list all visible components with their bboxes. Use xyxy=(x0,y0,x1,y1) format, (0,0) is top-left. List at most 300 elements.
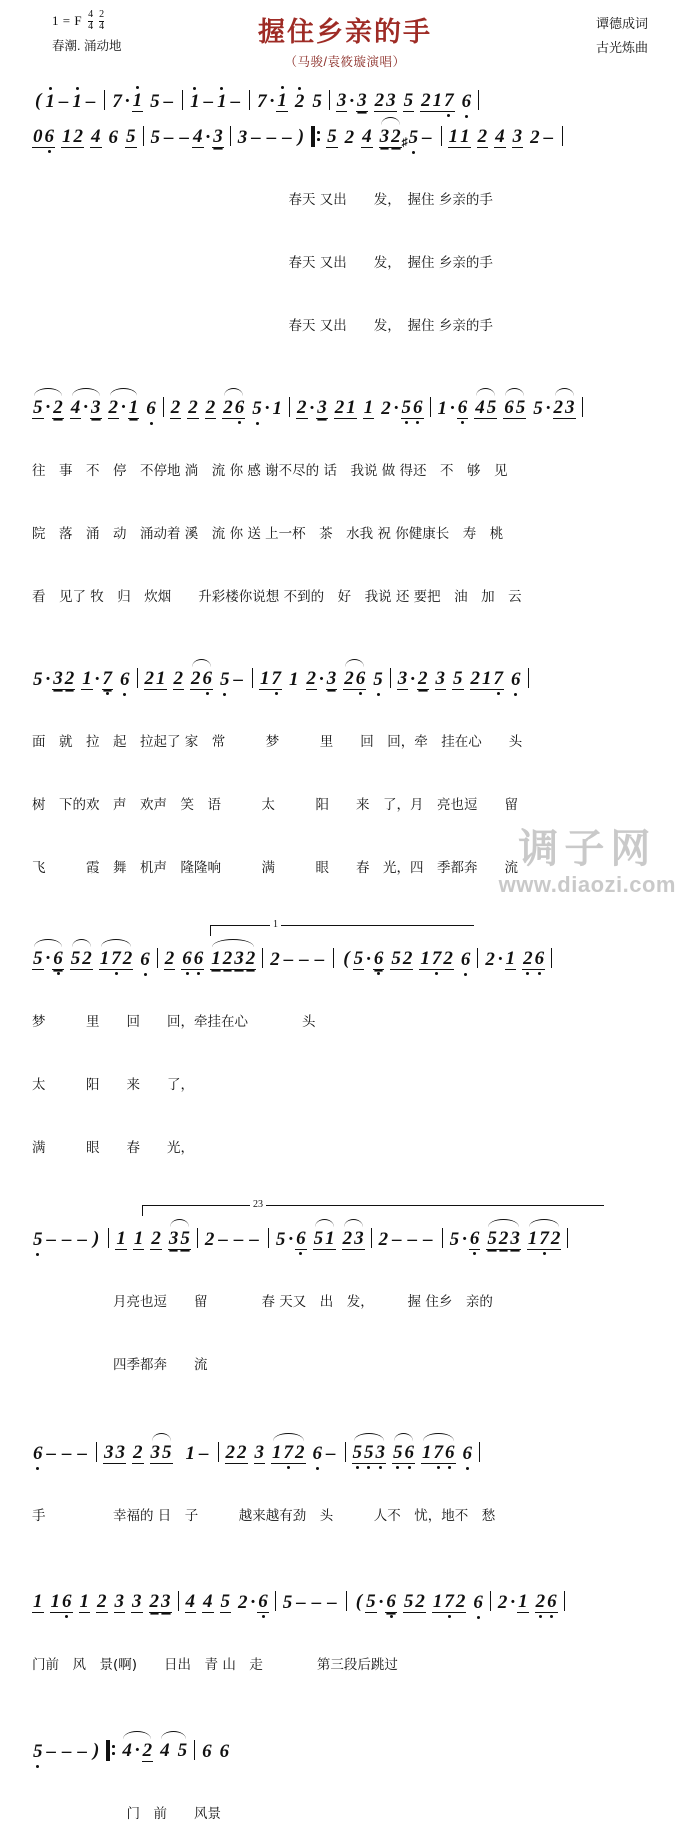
note-extender: – xyxy=(314,949,325,970)
note: 5 xyxy=(403,90,414,111)
barline xyxy=(329,90,330,110)
barline xyxy=(490,1591,491,1611)
lyric-line-verse2: 春天 又出 发， 握住 乡亲的手 xyxy=(32,255,493,271)
note: 2 xyxy=(553,397,563,418)
note-extender: – xyxy=(199,1443,209,1464)
note: 1 xyxy=(211,948,221,969)
barline xyxy=(275,1591,276,1611)
note: 2 xyxy=(82,948,92,969)
lyric-line-verse1: 春天 又出 发， 握住 乡亲的手 xyxy=(32,192,493,208)
note: 3 xyxy=(168,1228,179,1249)
key-signature: 1 = F xyxy=(52,12,83,28)
music-system-5 xyxy=(16,919,674,1201)
note: 7 xyxy=(433,1442,443,1463)
note: 4 xyxy=(122,1740,132,1761)
note: 2 xyxy=(97,1591,107,1612)
barline xyxy=(345,1442,346,1462)
note-extender: – xyxy=(327,1592,337,1613)
note: 2 xyxy=(535,1591,546,1612)
note: 0 xyxy=(33,126,43,147)
note-row xyxy=(16,1728,674,1762)
note: 6 xyxy=(473,1592,483,1613)
time-signature-2-denominator: 4 xyxy=(99,20,105,32)
note: 1 xyxy=(133,1228,144,1249)
note: 6 xyxy=(413,397,423,418)
note: 2 xyxy=(530,127,540,148)
slur-icon xyxy=(34,939,62,947)
slur-group xyxy=(342,1228,365,1250)
barline xyxy=(478,90,479,110)
note: 1 xyxy=(420,948,430,969)
note: 1 xyxy=(50,1591,60,1612)
augmentation-dot: · xyxy=(349,91,355,112)
note: 3 xyxy=(114,1591,124,1612)
slur-group xyxy=(486,1228,521,1250)
barline xyxy=(252,668,253,688)
note: 3 xyxy=(435,668,445,689)
note: 1 xyxy=(33,1591,43,1612)
note-extender: – xyxy=(46,1443,56,1464)
note: 4 xyxy=(91,126,101,147)
score-body xyxy=(0,78,690,1824)
note-extender: – xyxy=(422,127,432,148)
augmentation-dot: · xyxy=(378,1592,384,1613)
note: 1 xyxy=(45,91,55,112)
note: 2 xyxy=(222,948,233,969)
note: 2 xyxy=(144,668,154,689)
note: 2 xyxy=(477,126,488,147)
augmentation-dot: · xyxy=(393,398,399,419)
barline xyxy=(430,397,431,417)
augmentation-dot: · xyxy=(45,948,51,969)
note: 2 xyxy=(306,668,316,689)
augmentation-dot: · xyxy=(450,398,455,419)
note: 3 xyxy=(150,1442,160,1463)
volta-bracket-1 xyxy=(32,919,674,936)
lyrics-block xyxy=(16,419,674,650)
note: 1 xyxy=(432,90,443,111)
note: 6 xyxy=(44,126,54,147)
barline xyxy=(163,397,164,417)
lyric-line-verse2: 月亮也逗 留 春 天又 出 发， 握 住乡 亲的 xyxy=(32,1294,493,1310)
lyrics-block xyxy=(16,148,674,379)
slur-icon xyxy=(505,388,524,396)
note: 5 xyxy=(150,127,160,148)
note: 5 xyxy=(312,91,322,112)
note: 6 xyxy=(460,949,471,970)
augmentation-dot: · xyxy=(264,398,270,419)
note: 2 xyxy=(133,1442,143,1463)
note-extender: – xyxy=(299,949,309,970)
barline xyxy=(182,90,183,110)
note-extender: – xyxy=(85,91,96,112)
repeat-start-barline xyxy=(311,126,321,147)
note-extender: – xyxy=(543,127,554,148)
slur-icon xyxy=(354,1433,385,1441)
note: 2 xyxy=(455,1591,466,1612)
note: 6 xyxy=(258,1591,268,1612)
augmentation-dot: · xyxy=(269,91,275,112)
lyric-line-verse3: 春天 又出 发， 握住 乡亲的手 xyxy=(32,318,493,334)
barline xyxy=(562,126,563,146)
barline xyxy=(230,126,231,146)
note: 1 xyxy=(277,90,287,111)
phrase-open-paren: ( xyxy=(343,948,350,969)
watermark-site-name: 调子网 xyxy=(518,826,657,872)
note-extender: – xyxy=(266,127,277,148)
lyric-line-verse3: 飞 霞 舞 机声 隆隆响 满 眼 春 光，四 季都奔 流 xyxy=(32,860,518,876)
note: 6 xyxy=(53,948,63,969)
lyrics-block xyxy=(16,1250,674,1418)
note: 5 xyxy=(282,1592,293,1613)
note: 6 xyxy=(234,397,245,418)
lyric-line-verse3: 看 见了 牧 归 炊烟 升彩楼你说想 不到的 好 我说 还 要把 油 加 云 xyxy=(32,589,522,605)
note: 5 xyxy=(533,398,543,419)
slur-icon xyxy=(344,1219,363,1227)
note: 6 xyxy=(355,668,366,689)
barline xyxy=(442,1228,443,1248)
note-extender: – xyxy=(77,1741,87,1762)
music-system-2 xyxy=(16,114,674,379)
note: 2 xyxy=(378,1229,389,1250)
note: 6 xyxy=(445,1442,455,1463)
barline xyxy=(194,1740,195,1760)
note: 5 xyxy=(373,669,383,690)
slur-icon xyxy=(34,388,62,396)
note: 3 xyxy=(375,1442,385,1463)
note: 6 xyxy=(373,948,384,969)
note: 4 xyxy=(185,1591,195,1612)
volta-label: 23 xyxy=(250,1199,266,1210)
note-extender: – xyxy=(311,1592,322,1613)
note: 5 xyxy=(352,1442,362,1463)
barline xyxy=(197,1228,198,1248)
note: 5 xyxy=(364,1442,374,1463)
credits-block xyxy=(596,12,648,60)
note: 2 xyxy=(498,1228,509,1249)
note-row xyxy=(16,114,674,148)
lyric-line-verse1: 面 就 拉 起 拉起了 家 常 梦 里 回 回，牵 挂在心 头 xyxy=(32,734,523,750)
note: 6 xyxy=(146,398,156,419)
barline xyxy=(268,1228,269,1248)
note: 3 xyxy=(91,397,101,418)
barline xyxy=(551,948,552,968)
note-extender: – xyxy=(62,1741,72,1762)
barline xyxy=(178,1591,179,1611)
note: 1 xyxy=(116,1228,126,1249)
barline xyxy=(477,948,478,968)
slur-icon xyxy=(381,117,400,125)
note: 6 xyxy=(108,127,118,148)
note: 2 xyxy=(173,668,183,689)
music-system-8 xyxy=(16,1579,674,1718)
time-signature-1-numerator: 4 xyxy=(88,9,94,20)
note: 3 xyxy=(512,126,523,147)
slur-group xyxy=(99,948,134,970)
slur-icon xyxy=(152,1433,171,1441)
note: 5 xyxy=(408,127,419,148)
barline xyxy=(479,1442,480,1462)
note: 7 xyxy=(431,948,442,969)
note: 6 xyxy=(312,1443,322,1464)
note: 1 xyxy=(62,126,72,147)
slur-icon xyxy=(72,388,100,396)
barline xyxy=(218,1442,219,1462)
sharp-accidental-icon: ♯ xyxy=(401,135,408,149)
note: 5 xyxy=(70,948,81,969)
note: 1 xyxy=(422,1442,432,1463)
note-extender: – xyxy=(46,1229,56,1250)
note-extender: – xyxy=(392,1229,402,1250)
note: 2 xyxy=(374,90,385,111)
slur-group xyxy=(271,1442,306,1464)
note: 5 xyxy=(33,669,43,690)
note: 5 xyxy=(150,91,160,112)
note: 2 xyxy=(142,1740,153,1761)
composer-credit: 古光炼曲 xyxy=(595,40,648,56)
slur-icon xyxy=(423,1433,454,1441)
lyric-line: 门前 风 景(啊) 日出 青 山 走 第三段后跳过 xyxy=(32,1657,398,1673)
note: 6 xyxy=(469,1228,480,1249)
barline xyxy=(143,126,144,146)
augmentation-dot: · xyxy=(462,1229,467,1250)
note: 2 xyxy=(270,949,280,970)
note: 3 xyxy=(254,1442,264,1463)
note: 1 xyxy=(518,1591,528,1612)
volta-label: 1 xyxy=(270,919,281,930)
note: 4 xyxy=(475,397,485,418)
note: 1 xyxy=(505,948,516,969)
slur-icon xyxy=(212,939,254,947)
note: 6 xyxy=(140,949,150,970)
barline xyxy=(564,1591,565,1611)
note: 7 xyxy=(444,1591,454,1612)
note: 3 xyxy=(161,1591,171,1612)
note: 7 xyxy=(257,91,267,112)
augmentation-dot: · xyxy=(45,669,51,690)
phrase-close-paren: ) xyxy=(297,126,305,147)
lyric-line: 门 前 风景 xyxy=(32,1806,221,1822)
slur-icon xyxy=(170,1219,189,1227)
note: 1 xyxy=(132,90,143,111)
note-extender: – xyxy=(218,1229,228,1250)
note: 1 xyxy=(437,398,447,419)
note: 5 xyxy=(486,397,497,418)
note: 1 xyxy=(346,397,356,418)
slur-group xyxy=(168,1228,191,1250)
note-extender: – xyxy=(58,91,69,112)
note: 7 xyxy=(271,668,281,689)
note: 2 xyxy=(205,397,216,418)
note: 1 xyxy=(527,1228,538,1249)
note: 5 xyxy=(252,398,262,419)
slur-group xyxy=(553,397,576,419)
volta-bracket-23 xyxy=(32,1199,674,1216)
note: 3 xyxy=(115,1442,125,1463)
note-row xyxy=(16,1430,674,1464)
slur-icon xyxy=(192,659,211,667)
note: 7 xyxy=(102,668,112,689)
note: 2 xyxy=(415,1591,425,1612)
note: 1 xyxy=(432,1591,443,1612)
note: 3 xyxy=(213,126,223,147)
note-extender: – xyxy=(233,1229,244,1250)
note: 3 xyxy=(234,948,244,969)
slur-group xyxy=(352,1442,387,1464)
note: 7 xyxy=(111,948,121,969)
note: 6 xyxy=(202,1741,212,1762)
note-extender: – xyxy=(62,1443,72,1464)
time-signature-2-numerator: 2 xyxy=(99,9,105,20)
lyrics-block xyxy=(16,1613,674,1718)
note: 2 xyxy=(149,1591,159,1612)
slur-group xyxy=(121,1740,153,1762)
slur-group xyxy=(313,1228,336,1250)
note: 2 xyxy=(485,949,495,970)
lyric-line-verse2: 树 下的欢 声 欢声 笑 语 太 阳 来 了，月 亮也逗 留 xyxy=(32,797,518,813)
note: 7 xyxy=(112,91,122,112)
note: 1 xyxy=(99,948,110,969)
music-system-7 xyxy=(16,1430,674,1569)
note-extender: – xyxy=(163,91,174,112)
slur-group xyxy=(222,397,245,419)
note: 5 xyxy=(515,397,526,418)
note: 1 xyxy=(482,668,492,689)
repeat-start-barline xyxy=(106,1740,116,1761)
note: 5 xyxy=(366,1591,376,1612)
performer-subtitle: （马骏/袁筱璇演唱） xyxy=(284,55,406,69)
note: 3 xyxy=(132,1591,142,1612)
note: 2 xyxy=(64,668,75,689)
note: 2 xyxy=(342,1228,353,1249)
note: 6 xyxy=(193,948,204,969)
slur-group xyxy=(421,1442,456,1464)
augmentation-dot: · xyxy=(497,949,503,970)
note: 5 xyxy=(33,1741,43,1762)
note: 2 xyxy=(225,1442,235,1463)
slur-icon xyxy=(315,1219,334,1227)
note: 2 xyxy=(443,948,453,969)
note: 2 xyxy=(550,1228,561,1249)
note: 2 xyxy=(497,1592,508,1613)
note: 5 xyxy=(126,126,136,147)
note: 2 xyxy=(53,397,63,418)
note: 2 xyxy=(344,668,354,689)
page-title: 握住乡亲的手 xyxy=(258,17,432,48)
note: 6 xyxy=(219,1741,230,1762)
note: 1 xyxy=(363,397,374,418)
note-extender: – xyxy=(77,1443,87,1464)
note-extender: – xyxy=(179,127,189,148)
barline xyxy=(333,948,334,968)
note: 5 xyxy=(393,1442,403,1463)
note: 4 xyxy=(70,397,81,418)
note: 2 xyxy=(170,397,181,418)
slur-icon xyxy=(345,659,364,667)
note: 2 xyxy=(344,127,355,148)
slur-group xyxy=(392,1442,415,1464)
note: 6 xyxy=(404,1442,414,1463)
note: 1 xyxy=(72,91,82,112)
note: 3 xyxy=(397,668,408,689)
note: 5 xyxy=(33,397,43,418)
slur-group xyxy=(70,397,102,419)
note-extender: – xyxy=(249,1229,259,1250)
music-system-1 xyxy=(16,78,674,112)
note: 5 xyxy=(401,397,411,418)
note: 7 xyxy=(444,90,454,111)
note: 5 xyxy=(33,948,43,969)
slur-icon xyxy=(161,1731,186,1739)
barline xyxy=(157,948,158,968)
note: 3 xyxy=(357,90,367,111)
note: 1 xyxy=(156,668,166,689)
note: 5 xyxy=(487,1228,497,1249)
slur-group xyxy=(32,397,64,419)
lyrics-block xyxy=(16,1762,674,1824)
note-extender: – xyxy=(164,127,174,148)
barline xyxy=(289,397,290,417)
note: 3 xyxy=(104,1442,114,1463)
note: 2 xyxy=(334,397,345,418)
barline xyxy=(262,948,263,968)
slur-icon xyxy=(123,1731,151,1739)
barline xyxy=(108,1228,109,1248)
phrase-close-paren: ) xyxy=(93,1228,100,1249)
slur-icon xyxy=(529,1219,560,1227)
barline xyxy=(96,1442,97,1462)
slur-group xyxy=(379,126,402,148)
time-signature-1-denominator: 4 xyxy=(88,20,94,32)
slur-group xyxy=(190,668,213,690)
note: 4 xyxy=(362,126,372,147)
note: 5 xyxy=(391,948,401,969)
note-row xyxy=(16,78,674,112)
note: 1 xyxy=(185,1443,195,1464)
note: 6 xyxy=(457,397,468,418)
note: 2 xyxy=(402,948,413,969)
note: 2 xyxy=(204,1229,215,1250)
watermark-url: www.diaozi.com xyxy=(498,872,676,897)
lyric-line-verse2: 太 阳 来 了， xyxy=(32,1077,194,1093)
barline xyxy=(249,90,250,110)
note-extender: – xyxy=(77,1229,87,1250)
note: 2 xyxy=(237,1442,247,1463)
slur-group xyxy=(343,668,366,690)
score-header xyxy=(0,0,690,78)
note: 6 xyxy=(120,669,130,690)
note: 1 xyxy=(128,397,139,418)
slur-icon xyxy=(72,939,91,947)
slur-group xyxy=(150,1442,173,1464)
augmentation-dot: · xyxy=(319,669,324,690)
note: 3 xyxy=(354,1228,364,1249)
note: 5 xyxy=(353,948,364,969)
note: 3 xyxy=(317,397,327,418)
note: 6 xyxy=(504,397,514,418)
note: 1 xyxy=(217,91,227,112)
note: 5 xyxy=(327,126,337,147)
note: 1 xyxy=(260,668,270,689)
lyric-line-verse2: 院 落 涌 动 涌动着 溪 流 你 送 上一杯 茶 水我 祝 你健康长 寿 桃 xyxy=(32,526,504,542)
note: 2 xyxy=(381,398,391,419)
slur-group xyxy=(527,1228,562,1250)
augmentation-dot: · xyxy=(250,1592,256,1613)
slur-group xyxy=(32,948,64,970)
augmentation-dot: · xyxy=(366,949,371,970)
lyrics-block xyxy=(16,970,674,1201)
augmentation-dot: · xyxy=(124,91,130,112)
